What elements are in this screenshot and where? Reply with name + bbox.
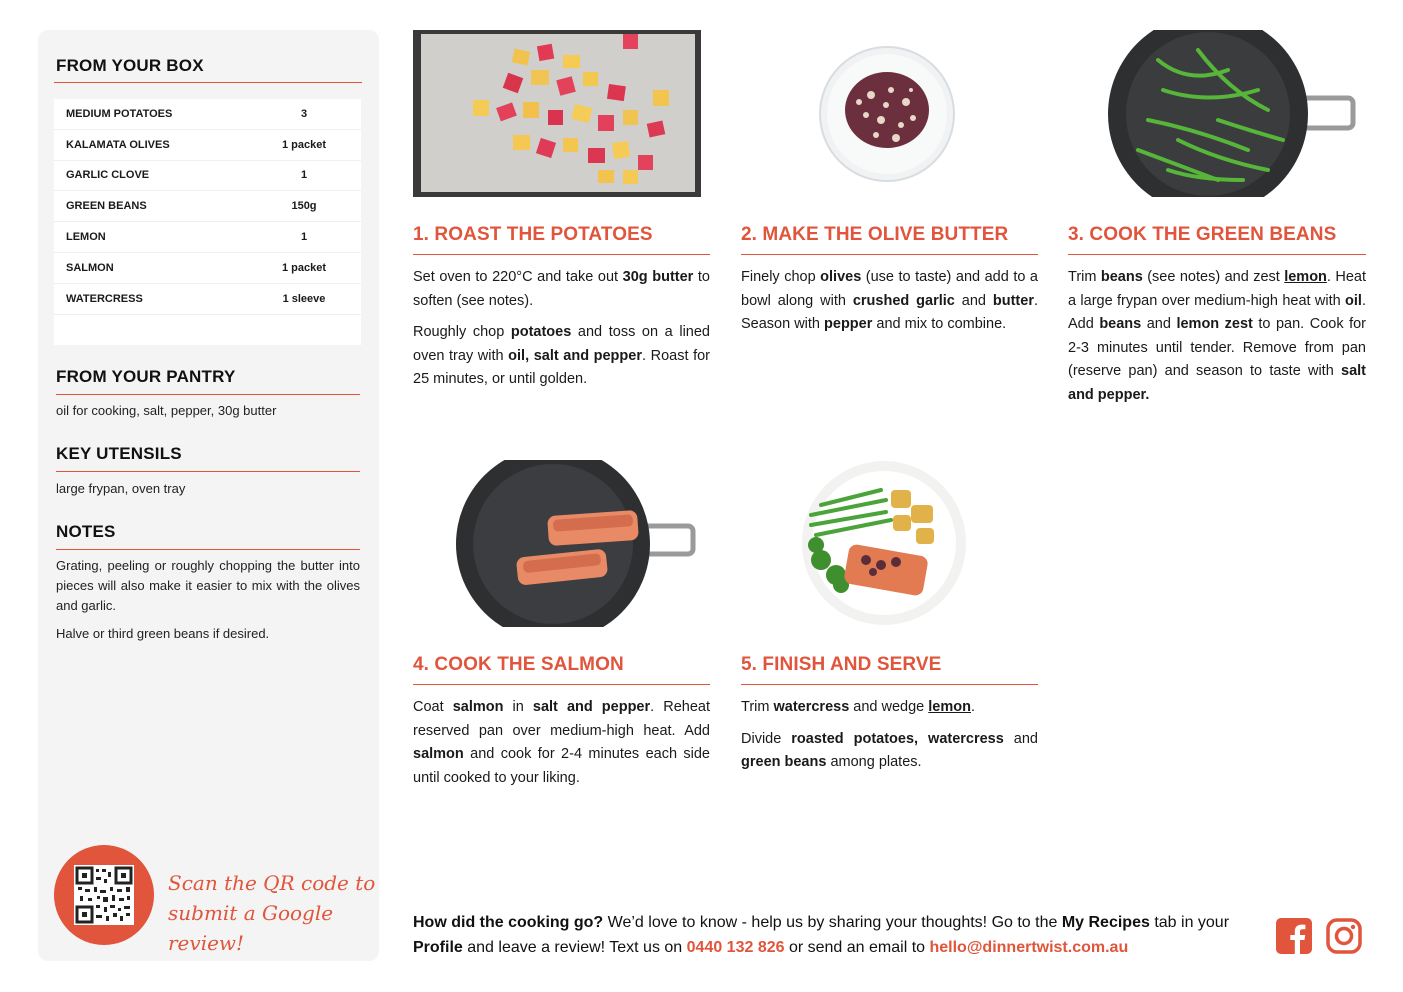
step-3-title: 3. COOK THE GREEN BEANS [1068,224,1337,245]
text-run: . Roast for 25 minutes, or until golden. [413,347,710,387]
step-paragraph [413,696,710,790]
text-run: tab in your [1149,914,1230,931]
table-row [54,284,361,315]
text-run: pepper [824,316,873,332]
ingredient-name: KALAMATA OLIVES [66,138,170,151]
notes-paragraph: Halve or third green beans if desired. [56,626,270,641]
key-utensils-heading: KEY UTENSILS [56,444,182,463]
text-run: beans [1100,269,1143,285]
step-paragraph [1068,266,1366,407]
text-run: oil [1345,292,1362,309]
notes-paragraph: Grating, peeling or roughly chopping the butter into pieces will also make it easier to mix with the olives and garlic. [56,558,360,613]
step-4-body [413,696,710,798]
ingredients-table [54,99,361,345]
ingredient-qty: 1 [300,231,308,244]
text-run: lemon [1284,269,1327,285]
text-run: in [503,699,533,715]
ingredient-name: SALMON [66,261,114,274]
text-run: salt and pepper [532,699,651,715]
step-divider [413,254,710,255]
text-run: beans [1099,316,1142,332]
step-divider [741,684,1038,685]
text-run: salmon [452,699,504,715]
ingredient-qty: 1 sleeve [282,292,326,305]
ingredient-name: MEDIUM POTATOES [66,107,173,120]
text-run: Divide [741,730,792,747]
text-run: and toss on a lined oven tray with [413,324,710,364]
text-run: . Season with [741,292,1039,332]
table-row [54,161,361,192]
ingredient-qty: 3 [300,107,308,120]
review-footer [413,910,1273,960]
facebook-icon[interactable] [1276,918,1312,954]
ingredient-qty: 150g [291,200,317,213]
text-run: lemon [928,699,971,715]
ingredient-qty: 1 packet [281,261,327,274]
step-2-title: 2. MAKE THE OLIVE BUTTER [741,224,1009,245]
step-divider [741,254,1038,255]
text-run: and wedge [849,699,929,715]
text-run: and mix to combine. [872,316,1007,332]
qr-code-icon [74,865,134,925]
ingredient-name: GARLIC CLOVE [66,169,150,182]
text-run: salt and pepper. [1068,363,1366,403]
text-run: Finely chop [741,269,821,285]
text-run: Trim [741,699,774,715]
profile-label: Profile [413,939,463,956]
notes-heading: NOTES [56,522,116,541]
from-your-box-heading: FROM YOUR BOX [56,56,204,75]
text-run: and [1003,730,1038,747]
text-run: or send an email to [784,939,930,956]
phone-link[interactable]: 0440 132 826 [686,939,785,956]
utensils-text: large frypan, oven tray [56,481,186,496]
text-run: to soften (see notes). [413,269,710,309]
qr-badge[interactable] [54,845,154,945]
text-run: Set oven to 220°C and take out [413,269,623,285]
heading-divider [54,82,362,83]
qr-caption [168,868,379,958]
step-divider [1068,254,1366,255]
ingredient-name: GREEN BEANS [66,200,147,213]
text-run: Trim [1068,269,1101,285]
text-run: salmon [413,746,464,762]
text-run: and [1141,316,1177,332]
step-divider [413,684,710,685]
tray-of-potatoes-photo [413,30,701,197]
step-3-body [1068,266,1366,415]
text-run: watercress [773,699,850,715]
step-paragraph [741,728,1038,775]
step-5-title: 5. FINISH AND SERVE [741,654,942,675]
sidebar [38,30,379,961]
footer-question: How did the cooking go? [413,914,604,931]
text-run: butter [992,292,1034,309]
text-run: and leave a review! Text us on [462,939,687,956]
text-run: Coat [413,699,453,715]
step-1-body [413,266,710,400]
text-run: . Add [1068,292,1366,332]
text-run: oil, salt and pepper [508,347,642,364]
table-row [54,191,361,222]
text-run: potatoes [510,324,572,340]
text-run: (see notes) and zest [1142,269,1285,285]
text-run: . [970,699,976,715]
text-run: and [954,292,993,309]
ingredient-qty: 1 [300,169,308,182]
text-run: . Heat a large frypan over medium-high heat with [1068,269,1367,309]
table-row [54,130,361,161]
green-beans-pan-photo [1068,30,1366,197]
heading-divider [56,471,360,472]
step-paragraph [741,266,1038,337]
text-run: lemon zest [1176,316,1253,332]
salmon-pan-photo [413,460,701,627]
olive-butter-bowl-photo [741,30,1038,197]
step-4-title: 4. COOK THE SALMON [413,654,624,675]
qr-caption-line: Scan the QR code to [168,871,376,895]
text-run: We’d love to know - help us by sharing your thoughts! Go to the [603,914,1062,931]
table-row [54,222,361,253]
table-row [54,99,361,130]
step-5-body [741,696,1038,783]
email-link[interactable]: hello@dinnertwist.com.au [929,939,1129,956]
text-run: crushed garlic [852,292,955,309]
qr-caption-line: submit a Google review! [168,901,334,955]
step-1-title: 1. ROAST THE POTATOES [413,224,653,245]
plated-dish-photo [741,460,1038,627]
text-run: . Reheat reserved pan over medium-high heat. Add [413,699,710,739]
heading-divider [56,394,360,395]
text-run: Roughly chop [413,324,511,340]
from-your-pantry-heading: FROM YOUR PANTRY [56,367,236,386]
instagram-icon[interactable] [1326,918,1362,954]
text-run: to pan. Cook for 2-3 minutes until tender. Remove from pan (reserve pan) and season to taste with [1068,316,1366,379]
text-run: (use to taste) and add to a bowl along with [741,269,1038,309]
text-run: green beans [741,754,827,770]
heading-divider [56,549,360,550]
my-recipes-label: My Recipes [1061,914,1150,931]
text-run: olives [820,269,862,285]
ingredient-name: LEMON [66,231,106,244]
step-paragraph [741,696,1038,720]
table-row [54,253,361,284]
text-run: 30g butter [622,269,694,285]
step-paragraph [413,266,710,313]
text-run: among plates. [826,754,922,770]
ingredient-qty: 1 packet [281,138,327,151]
ingredient-name: WATERCRESS [66,292,143,305]
text-run: and cook for 2-4 minutes each side until cooked to your liking. [413,746,710,786]
step-paragraph [413,321,710,392]
step-2-body [741,266,1038,345]
text-run: roasted potatoes, watercress [791,730,1004,747]
pantry-text: oil for cooking, salt, pepper, 30g butter [56,403,277,418]
